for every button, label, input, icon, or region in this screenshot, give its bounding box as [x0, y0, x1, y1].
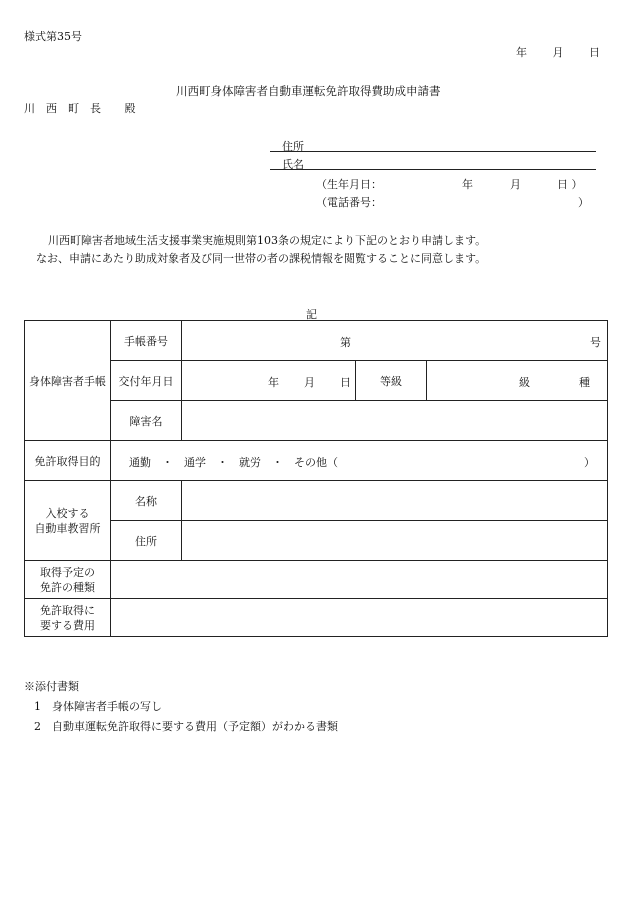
issue-date-label: 交付年月日 [111, 361, 182, 401]
handbook-number-suffix: 号 [590, 336, 602, 349]
school-name-label: 名称 [111, 481, 182, 521]
body-line-2: なお、申請にあたり助成対象者及び同一世帯の者の課税情報を閲覧することに同意します。 [36, 252, 487, 265]
address-label: 住所 [282, 140, 304, 153]
application-table [24, 320, 608, 637]
purpose-close: ） [584, 456, 596, 469]
page-title: 川西町身体障害者自動車運転免許取得費助成申請書 [176, 84, 441, 98]
handbook-number-label: 手帳番号 [111, 321, 182, 361]
date-line [516, 44, 600, 60]
cost-label-line-1: 免許取得に [40, 603, 95, 617]
purpose-options: 通勤 ・ 通学 ・ 就労 ・ その他（ [129, 456, 338, 469]
grade-kyu-label: 級 [519, 376, 530, 389]
purpose-field[interactable] [111, 441, 608, 481]
license-type-label-line-2: 免許の種類 [40, 580, 95, 594]
grade-label: 等級 [356, 361, 427, 401]
issue-day-label: 日 [340, 376, 351, 389]
addressee [24, 100, 136, 116]
phone-close: ） [578, 196, 589, 209]
body-line-1: 川西町障害者地域生活支援事業実施規則第103条の規定により下記のとおり申請します。 [48, 234, 487, 247]
attachments [24, 678, 338, 734]
addressee-name: 川 西 町 長 [24, 102, 101, 115]
birth-month-label: 月 [510, 178, 521, 191]
handbook-group-label: 身体障害者手帳 [25, 321, 111, 441]
license-type-label [25, 561, 111, 599]
date-year-label: 年 [516, 46, 527, 59]
form-number: 様式第35号 [24, 30, 82, 43]
disability-label: 障害名 [111, 401, 182, 441]
issue-year-label: 年 [268, 376, 279, 389]
disability-field[interactable] [182, 401, 608, 441]
date-month-label: 月 [552, 46, 564, 59]
license-type-label-line-1: 取得予定の [40, 565, 95, 579]
handbook-number-prefix: 第 [340, 336, 351, 349]
issue-month-label: 月 [304, 376, 315, 389]
birth-year-label: 年 [462, 178, 473, 191]
attachments-heading: ※添付書類 [24, 680, 79, 693]
license-type-field[interactable] [111, 561, 608, 599]
birth-day-label: 日 ） [557, 178, 583, 191]
name-label: 氏名 [282, 158, 304, 171]
address-line[interactable] [270, 151, 596, 152]
purpose-label: 免許取得目的 [25, 441, 111, 481]
cost-label-line-2: 要する費用 [40, 618, 95, 632]
attachment-item: 1 身体障害者手帳の写し [34, 700, 162, 713]
cost-field[interactable] [111, 599, 608, 637]
phone-label: （電話番号： [316, 196, 382, 209]
grade-field[interactable] [427, 361, 608, 401]
school-label-line-2: 自動車教習所 [34, 521, 101, 535]
cost-label [25, 599, 111, 637]
grade-shu-label: 種 [579, 376, 590, 389]
handbook-number-field[interactable] [182, 321, 608, 361]
school-address-field[interactable] [182, 521, 608, 561]
school-label-line-1: 入校する [45, 506, 90, 520]
addressee-honorific: 殿 [124, 102, 136, 115]
issue-date-field[interactable] [182, 361, 356, 401]
school-name-field[interactable] [182, 481, 608, 521]
date-day-label: 日 [589, 46, 600, 59]
school-group-label [25, 481, 111, 561]
attachment-item: 2 自動車運転免許取得に要する費用（予定額）がわかる書類 [34, 720, 338, 733]
ki-heading: 記 [306, 308, 317, 321]
birth-label: （生年月日： [316, 178, 382, 191]
name-line[interactable] [270, 169, 596, 170]
school-address-label: 住所 [111, 521, 182, 561]
